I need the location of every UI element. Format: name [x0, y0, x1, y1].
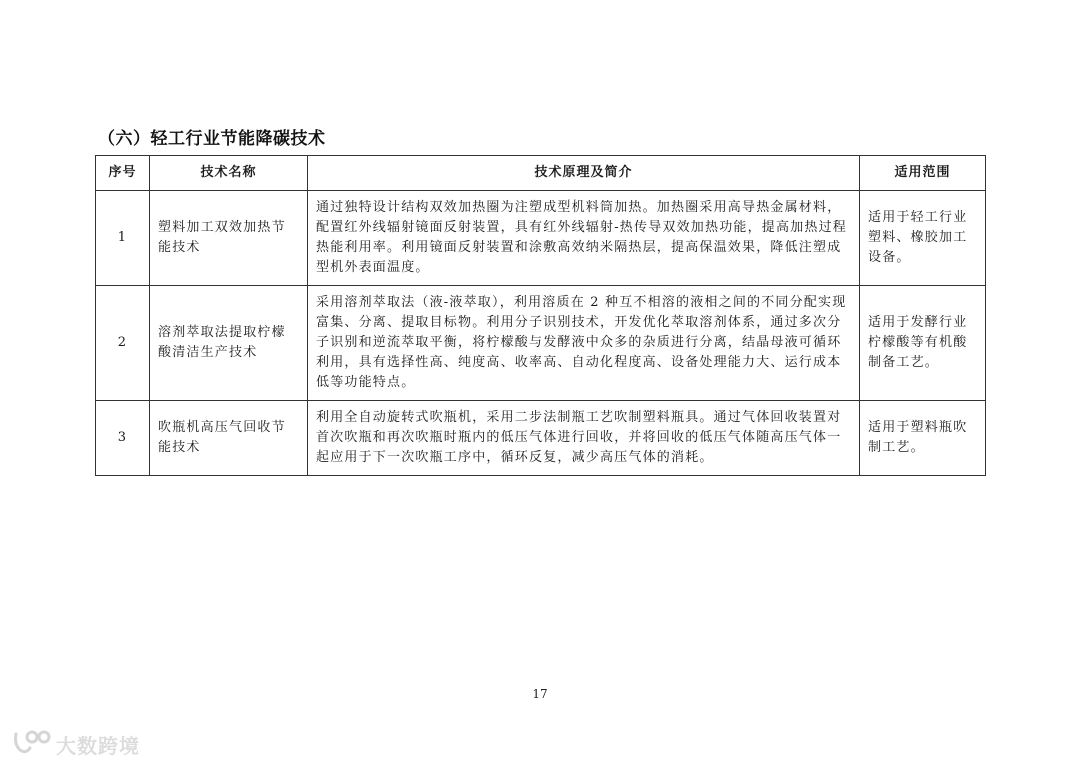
row-principle: 采用溶剂萃取法（液-液萃取），利用溶质在 2 种互不相溶的液相之间的不同分配实现富集、分离、提取目标物。利用分子识别技术，开发优化萃取溶剂体系，通过多次分子识别和逆流萃取平衡，将柠檬酸与发酵液中众多的杂质进行分离，结晶母液可循环利用，具有选择性高、纯度高、收率高、自动化程度高、设备处理能力大、运行成本低等功能特点。: [308, 286, 860, 401]
row-principle: 利用全自动旋转式吹瓶机，采用二步法制瓶工艺吹制塑料瓶具。通过气体回收装置对首次吹瓶和再次吹瓶时瓶内的低压气体进行回收，并将回收的低压气体随高压气体一起应用于下一次吹瓶工序中，循环反复，减少高压气体的消耗。: [308, 401, 860, 476]
row-principle: 通过独特设计结构双效加热圈为注塑成型机料筒加热。加热圈采用高导热金属材料，配置红外线辐射镜面反射装置，具有红外线辐射-热传导双效加热功能，提高加热过程热能利用率。利用镜面反射装置和涂敷高效纳米隔热层，提高保温效果，降低注塑成型机外表面温度。: [308, 191, 860, 286]
header-principle: 技术原理及简介: [308, 156, 860, 191]
row-scope: 适用于轻工行业塑料、橡胶加工设备。: [860, 191, 986, 286]
row-tech-name: 溶剂萃取法提取柠檬酸清洁生产技术: [150, 286, 308, 401]
table-row: [96, 191, 986, 286]
row-index: 2: [96, 286, 150, 401]
table-row: [96, 401, 986, 476]
row-index: 1: [96, 191, 150, 286]
row-scope: 适用于塑料瓶吹制工艺。: [860, 401, 986, 476]
header-name: 技术名称: [150, 156, 308, 191]
page-number: 17: [532, 687, 548, 701]
watermark: [12, 728, 140, 760]
row-scope: 适用于发酵行业柠檬酸等有机酸制备工艺。: [860, 286, 986, 401]
table-row: [96, 286, 986, 401]
technology-table: [95, 155, 986, 476]
row-tech-name: 吹瓶机高压气回收节能技术: [150, 401, 308, 476]
watermark-text: 大数跨境: [56, 733, 140, 758]
table-header-row: [96, 156, 986, 191]
row-tech-name: 塑料加工双效加热节能技术: [150, 191, 308, 286]
row-index: 3: [96, 401, 150, 476]
header-index: 序号: [96, 156, 150, 191]
header-scope: 适用范围: [860, 156, 986, 191]
section-title: （六）轻工行业节能降碳技术: [98, 129, 326, 149]
brand-logo-icon: [12, 728, 52, 760]
